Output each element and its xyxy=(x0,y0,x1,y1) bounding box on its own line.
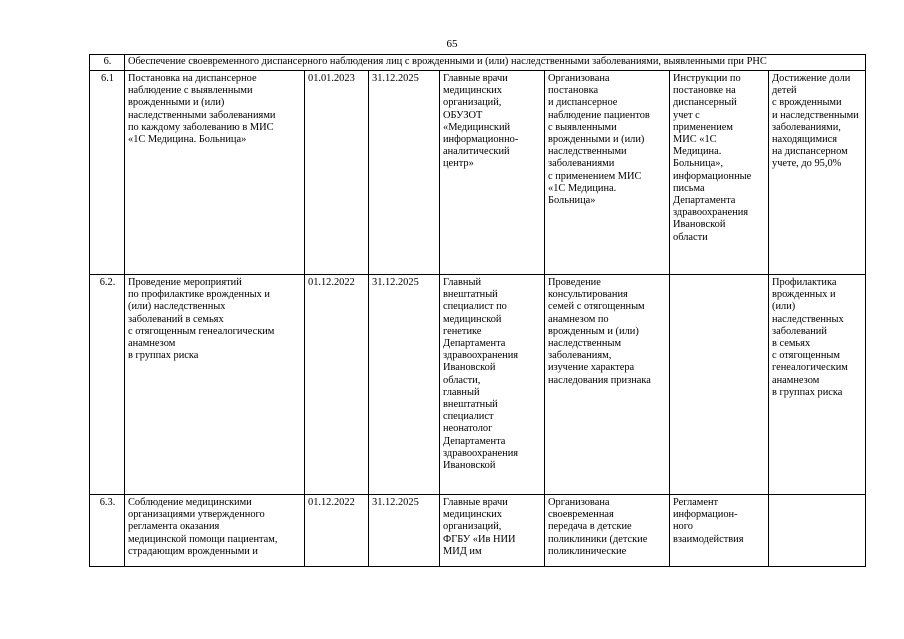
section-title: Обеспечение своевременного диспансерного наблюдения лиц с врожденными и (или) наследственными заболеваниями, выявленными при РНС xyxy=(125,55,866,71)
indicator-cell: Достижение доли детей с врожденными и наследственными заболеваниями, находящимися на диспансерном учете, до 95,0% xyxy=(769,71,866,275)
end-date: 31.12.2025 xyxy=(369,495,440,567)
indicator-cell xyxy=(769,495,866,567)
control-cell: Инструкции по постановке на диспансерный учет с применением МИС «1С Медицина. Больница», информационные письма Департамента здравоохранения Ивановской области xyxy=(670,71,769,275)
row-number: 6.3. xyxy=(90,495,125,567)
start-date: 01.12.2022 xyxy=(305,495,369,567)
section-number: 6. xyxy=(90,55,125,71)
row-number: 6.1 xyxy=(90,71,125,275)
section-row xyxy=(90,55,866,71)
result-cell: Проведение консультирования семей с отягощенным анамнезом по врожденным и (или) наследственным заболеваниям, изучение характера наследования признака xyxy=(545,275,670,495)
responsible-cell: Главные врачи медицинских организаций, ОБУЗОТ «Медицинский информационно- аналитический центр» xyxy=(440,71,545,275)
responsible-cell: Главный внештатный специалист по медицинской генетике Департамента здравоохранения Ивановской области, главный внештатный специалист неонатолог Департамента здравоохранения Ивановской xyxy=(440,275,545,495)
table-row xyxy=(90,71,866,275)
activity-name: Соблюдение медицинскими организациями утвержденного регламента оказания медицинской помощи пациентам, страдающим врожденными и xyxy=(125,495,305,567)
control-cell: Регламент информацион- ного взаимодействия xyxy=(670,495,769,567)
row-number: 6.2. xyxy=(90,275,125,495)
table-row xyxy=(90,495,866,567)
plan-table xyxy=(89,54,866,567)
start-date: 01.01.2023 xyxy=(305,71,369,275)
end-date: 31.12.2025 xyxy=(369,71,440,275)
indicator-cell: Профилактика врожденных и (или) наследственных заболеваний в семьях с отягощенным генеалогическим анамнезом в группах риска xyxy=(769,275,866,495)
page-number: 65 xyxy=(446,38,458,50)
table-row xyxy=(90,275,866,495)
start-date: 01.12.2022 xyxy=(305,275,369,495)
activity-name: Постановка на диспансерное наблюдение с выявленными врожденными и (или) наследственными заболеваниями по каждому заболеванию в МИС «1С Медицина. Больница» xyxy=(125,71,305,275)
activity-name: Проведение мероприятий по профилактике врожденных и (или) наследственных заболеваний в семьях с отягощенным генеалогическим анамнезом в группах риска xyxy=(125,275,305,495)
end-date: 31.12.2025 xyxy=(369,275,440,495)
responsible-cell: Главные врачи медицинских организаций, ФГБУ «Ив НИИ МИД им xyxy=(440,495,545,567)
result-cell: Организована своевременная передача в детские поликлиники (детские поликлинические xyxy=(545,495,670,567)
control-cell xyxy=(670,275,769,495)
result-cell: Организована постановка и диспансерное наблюдение пациентов с выявленными врожденными и (или) наследственными заболеваниями с применением МИС «1С Медицина. Больница» xyxy=(545,71,670,275)
